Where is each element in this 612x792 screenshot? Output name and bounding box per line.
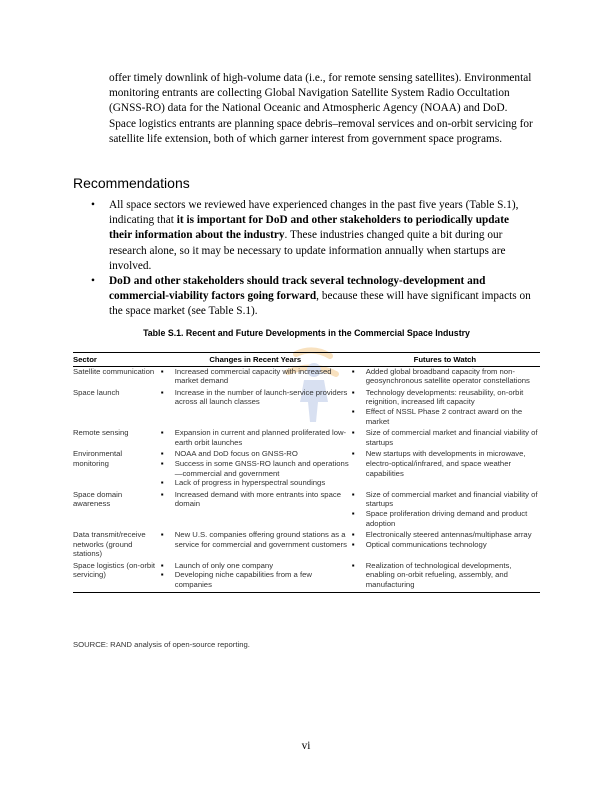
change-item: ▪ Lack of progress in hyperspectral soundings — [161, 478, 350, 488]
future-item: ▪ New startups with developments in microwave, electro-optical/infrared, and space weather capabilities — [352, 449, 538, 478]
change-item: ▪ Launch of only one company — [161, 561, 350, 571]
recommendation-text: . These industries changed quite a bit during our research alone, so it may be necessary to update information annually when startups are involved. — [109, 229, 506, 272]
change-item: ▪ Increase in the number of launch-service providers across all launch classes — [161, 388, 350, 407]
page-number: vi — [301, 740, 311, 752]
sector-cell: Data transmit/receive networks (ground stations) — [73, 530, 146, 559]
recommendation-item — [91, 274, 534, 320]
future-item: ▪ Realization of technological developments, enabling on-orbit refueling, assembly, and manufacturing — [352, 561, 538, 590]
sector-cell: Space domain awareness — [73, 489, 123, 509]
sector-cell: Space launch — [73, 387, 120, 397]
table-row — [73, 388, 540, 428]
column-header-changes: Changes in Recent Years — [209, 355, 302, 364]
sector-cell: Environmental monitoring — [73, 449, 123, 468]
column-header-sector: Sector — [73, 355, 97, 364]
change-item: ▪ Success in some GNSS-RO launch and operations—commercial and government — [161, 459, 350, 478]
change-item: ▪ Increased demand with more entrants into space domain — [161, 490, 350, 509]
table-row — [73, 449, 540, 489]
sector-cell: Remote sensing — [73, 428, 129, 438]
recommendation-emphasis: it is important for DoD and other stakeholders to periodically update their information about the industry — [109, 214, 509, 242]
recommendation-text: All space sectors we reviewed have experienced changes in the past five years (Table S.1), indicating that — [109, 199, 519, 227]
section-heading: Recommendations — [73, 175, 190, 191]
recommendations-list — [91, 198, 534, 320]
change-item: ▪ Expansion in current and planned proliferated low-earth orbit launches — [161, 428, 350, 447]
future-item: ▪ Space proliferation driving demand and product adoption — [352, 509, 538, 528]
change-item: ▪ Developing niche capabilities from a few companies — [161, 570, 350, 589]
recommendation-emphasis: DoD and other stakeholders should track several technology-development and commercial-viability factors going forward — [109, 275, 486, 303]
change-item: ▪ Increased commercial capacity with increased market demand — [161, 367, 350, 386]
future-item: ▪ Added global broadband capacity from non-geosynchronous satellite operator constellations — [352, 367, 538, 386]
sector-cell: Space logistics (on-orbit servicing) — [73, 560, 156, 580]
recommendation-item — [91, 198, 534, 274]
future-item: ▪ Size of commercial market and financial viability of startups — [352, 428, 538, 447]
change-item: ▪ NOAA and DoD focus on GNSS-RO — [161, 449, 350, 459]
future-item: ▪ Electronically steered antennas/multiphase array — [352, 530, 538, 540]
table-header-row — [73, 353, 540, 367]
table-source-note: SOURCE: RAND analysis of open-source reporting. — [73, 640, 250, 649]
table-row — [73, 530, 540, 561]
intro-paragraph: offer timely downlink of high-volume data (i.e., for remote sensing satellites). Environmental monitoring entrants are collecting Global Navigation Satellite System Radio Occultation (GNSS-RO) data for the National Oceanic and Atmospheric Agency (NOAA) and DoD. Space logistics entrants are planning space debris–removal services and on-orbit servicing for satellite life extension, both of which garner interest from government space programs. — [109, 72, 533, 145]
bullet-icon: • — [91, 275, 95, 288]
table-row — [73, 561, 540, 592]
future-item: ▪ Effect of NSSL Phase 2 contract award on the market — [352, 407, 538, 426]
future-item: ▪ Size of commercial market and financial viability of startups — [352, 490, 538, 509]
table-row — [73, 428, 540, 449]
change-item: ▪ New U.S. companies offering ground stations as a service for commercial and government customers — [161, 530, 350, 549]
table-caption: Table S.1. Recent and Future Developments in the Commercial Space Industry — [143, 328, 470, 338]
column-header-futures: Futures to Watch — [413, 355, 477, 364]
table-row — [73, 366, 540, 388]
recommendation-text: , because these will have significant impacts on the space market (see Table S.1). — [109, 290, 531, 318]
sector-cell: Satellite communication — [73, 366, 155, 376]
bullet-icon: • — [91, 199, 95, 211]
developments-table — [73, 352, 540, 593]
table-row — [73, 490, 540, 530]
future-item: ▪ Optical communications technology — [352, 540, 538, 550]
future-item: ▪ Technology developments: reusability, on-orbit reignition, increased lift capacity — [352, 388, 538, 407]
